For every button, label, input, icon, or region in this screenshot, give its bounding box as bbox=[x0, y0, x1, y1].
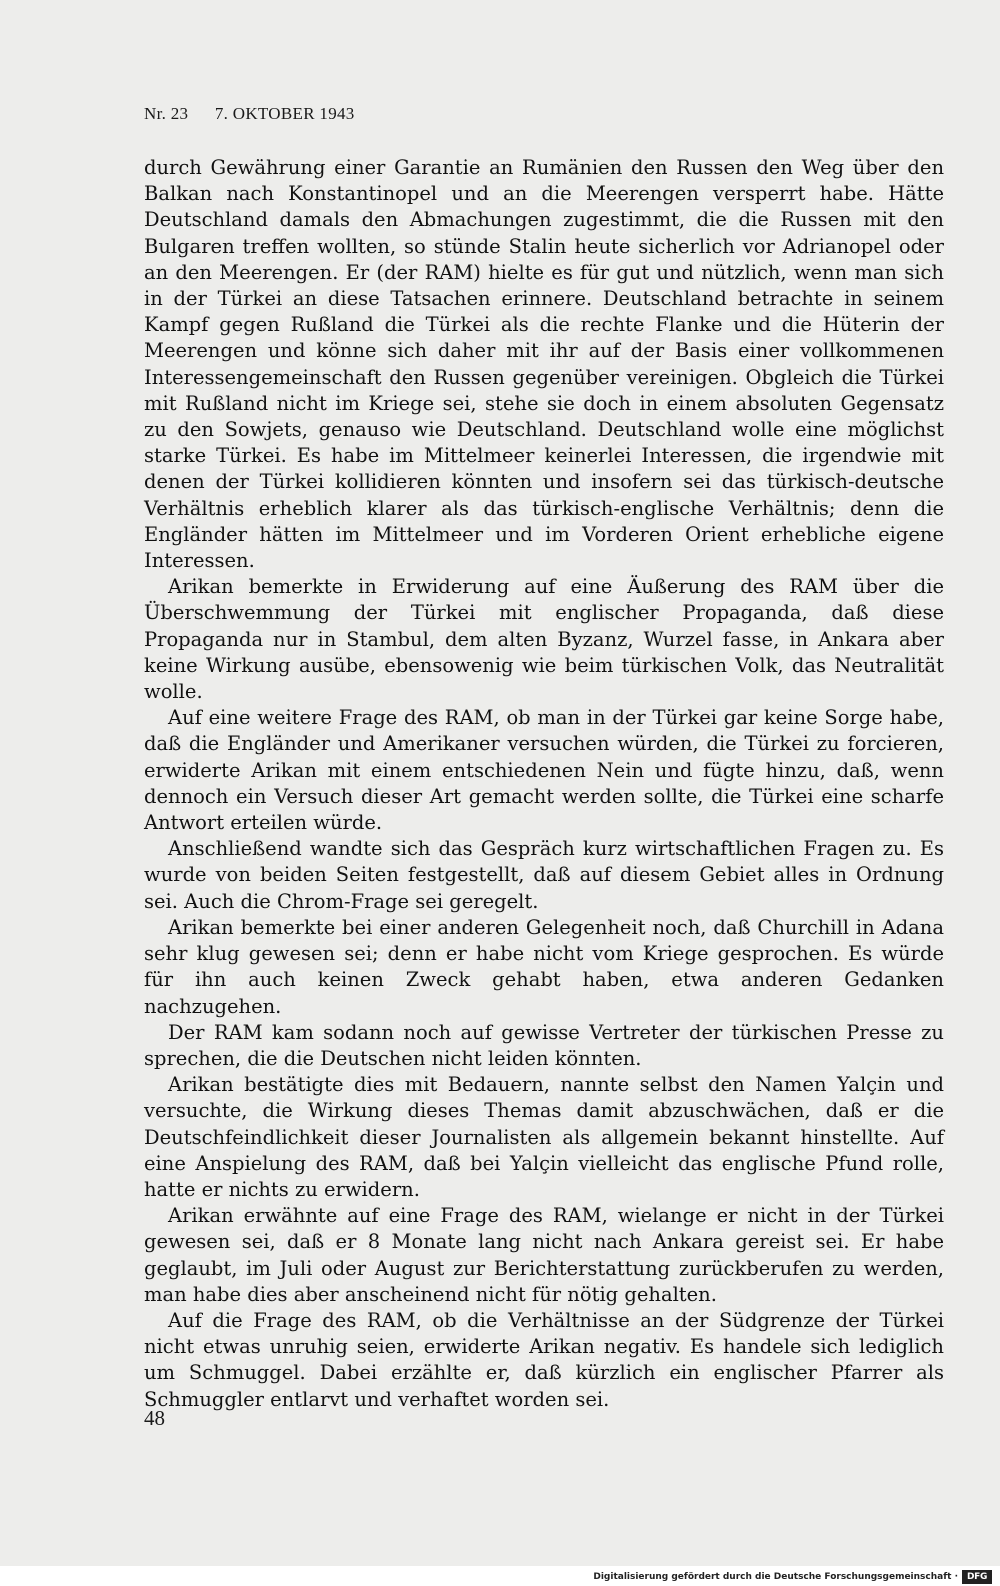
body-text bbox=[144, 155, 944, 1413]
paragraph: Auf eine weitere Frage des RAM, ob man in der Türkei gar keine Sorge habe, daß die Engländer und Amerikaner versuchen würden, die Türkei zu forcieren, erwiderte Arikan mit einem entschiedenen Nein und fügte hinzu, daß, wenn dennoch ein Versuch dieser Art gemacht werden sollte, die Türkei eine scharfe Antwort erteilen würde. bbox=[144, 706, 944, 835]
document-number: Nr. 23 bbox=[144, 104, 189, 123]
paragraph: Arikan erwähnte auf eine Frage des RAM, wielange er nicht in der Türkei gewesen sei, daß er 8 Monate lang nicht nach Ankara gereist sei. Er habe geglaubt, im Juli oder August zur Berichterstattung zurückberufen zu werden, man habe dies aber anscheinend nicht für nötig gehalten. bbox=[144, 1204, 944, 1306]
page-number: 48 bbox=[144, 1406, 165, 1430]
paragraph: durch Gewährung einer Garantie an Rumänien den Russen den Weg über den Balkan nach Konstantinopel und an die Meerengen versperrt habe. Hätte Deutschland damals den Abmachungen zugestimmt, die die Russen mit den Bulgaren treffen wollten, so stünde Stalin heute sicherlich vor Adrianopel oder an den Meerengen. Er (der RAM) hielte es für gut und nützlich, wenn man sich in der Türkei an diese Tatsachen erinnere. Deutschland betrachte in seinem Kampf gegen Rußland die Türkei als die rechte Flanke und die Hüterin der Meerengen und könne sich daher mit ihr auf der Basis einer vollkommenen Interessengemeinschaft den Russen gegenüber vereinigen. Obgleich die Türkei mit Rußland nicht im Kriege sei, stehe sie doch in einem absoluten Gegensatz zu den Sowjets, genauso wie Deutschland. Deutschland wolle eine möglichst starke Türkei. Es habe im Mittelmeer keinerlei Interessen, die irgendwie mit denen der Türkei kollidieren könnten und insofern sei das türkisch-deutsche Verhältnis erheblich klarer als das türkisch-englische Verhältnis; denn die Engländer hätten im Mittelmeer und im Vorderen Orient erhebliche eigene Interessen. bbox=[144, 156, 944, 573]
page-header bbox=[144, 104, 355, 124]
funding-credit: Digitalisierung gefördert durch die Deutsche Forschungsgemeinschaft · bbox=[593, 1572, 958, 1582]
paragraph: Arikan bemerkte in Erwiderung auf eine Äußerung des RAM über die Überschwemmung der Türkei mit englischer Propaganda, daß diese Propaganda nur in Stambul, dem alten Byzanz, Wurzel fasse, in Ankara aber keine Wirkung ausübe, ebensowenig wie beim türkischen Volk, das Neutralität wolle. bbox=[144, 575, 944, 704]
paragraph: Auf die Frage des RAM, ob die Verhältnisse an der Südgrenze der Türkei nicht etwas unruhig seien, erwiderte Arikan negativ. Es handele sich lediglich um Schmuggel. Dabei erzählte er, daß kürzlich ein englischer Pfarrer als Schmuggler entlarvt und verhaftet worden sei. bbox=[144, 1308, 944, 1411]
paragraph: Arikan bemerkte bei einer anderen Gelegenheit noch, daß Churchill in Adana sehr klug gewesen sei; denn er habe nicht vom Kriege gesprochen. Es würde für ihn auch keinen Zweck gehabt haben, etwa anderen Gedanken nachzugehen. bbox=[144, 915, 944, 1018]
dfg-logo-icon: DFG bbox=[962, 1570, 992, 1584]
paragraph: Anschließend wandte sich das Gespräch kurz wirtschaftlichen Fragen zu. Es wurde von beiden Seiten festgestellt, daß auf diesem Gebiet alles in Ordnung sei. Auch die Chrom-Frage sei geregelt. bbox=[144, 837, 944, 913]
paragraph: Arikan bestätigte dies mit Bedauern, nannte selbst den Namen Yalçin und versuchte, die Wirkung dieses Themas damit abzuschwächen, daß er die Deutschfeindlichkeit dieser Journalisten als allgemein bekannt hinstellte. Auf eine Anspielung des RAM, daß bei Yalçin vielleicht das englische Pfund rolle, hatte er nichts zu erwidern. bbox=[144, 1073, 944, 1201]
document-date: 7. OKTOBER 1943 bbox=[214, 104, 355, 123]
paragraph: Der RAM kam sodann noch auf gewisse Vertreter der türkischen Presse zu sprechen, die die Deutschen nicht leiden könnten. bbox=[144, 1020, 944, 1070]
